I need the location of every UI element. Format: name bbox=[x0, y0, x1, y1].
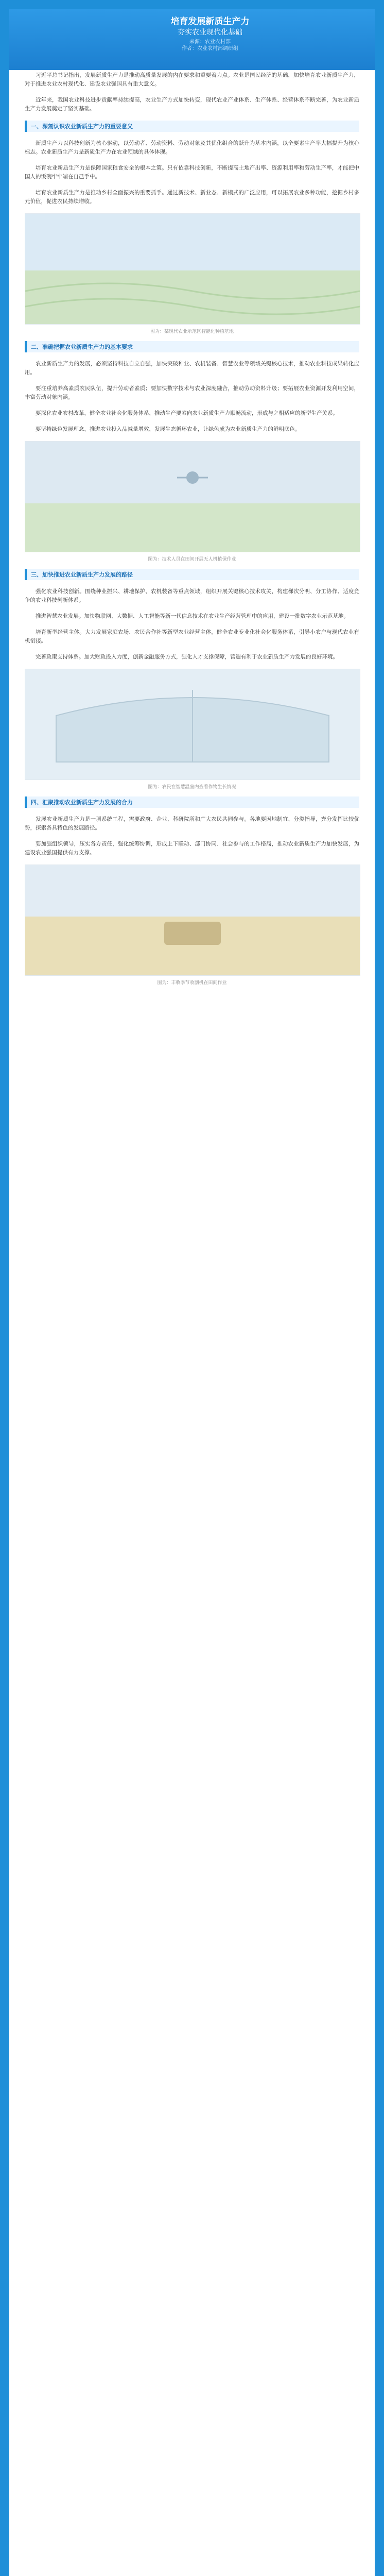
body-paragraph: 推进智慧农业发展。加快物联网、大数据、人工智能等新一代信息技术在农业生产经营管理中的应用，建设一批数字农业示范基地。 bbox=[36, 613, 349, 619]
source-line: 来源：农业农村部 bbox=[189, 39, 231, 45]
figure-caption: 图为：农民在智慧温室内查看作物生长情况 bbox=[148, 784, 236, 789]
article-figure bbox=[25, 669, 359, 790]
article-body bbox=[25, 71, 359, 992]
body-paragraph: 完善政策支持体系。加大财政投入力度，创新金融服务方式，强化人才支撑保障，营造有利于农业新质生产力发展的良好环境。 bbox=[36, 654, 338, 660]
figure-image bbox=[25, 213, 360, 325]
harvest-illustration bbox=[25, 865, 360, 975]
figure-image bbox=[25, 441, 360, 552]
intro-paragraph: 习近平总书记指出，发展新质生产力是推动高质量发展的内在要求和重要着力点。农业是国民经济的基础，加快培育农业新质生产力，对于推进农业农村现代化、建设农业强国具有重大意义。 bbox=[25, 72, 359, 87]
section-heading bbox=[25, 569, 359, 580]
body-paragraph: 要注重培养高素质农民队伍，提升劳动者素质；要加快数字技术与农业深度融合，推动劳动资料升级；要拓展农业资源开发利用空间，丰富劳动对象内涵。 bbox=[25, 385, 359, 400]
page-subtitle: 夯实农业现代化基础 bbox=[178, 28, 242, 36]
section-heading-text: 二、准确把握农业新质生产力的基本要求 bbox=[31, 344, 133, 350]
body-paragraph: 培育农业新质生产力是保障国家粮食安全的根本之策。只有依靠科技创新，不断提高土地产出率、资源利用率和劳动生产率，才能把中国人的饭碗牢牢端在自己手中。 bbox=[25, 165, 359, 180]
section-heading bbox=[25, 121, 359, 132]
section-heading bbox=[25, 341, 359, 352]
drone-illustration bbox=[25, 442, 360, 552]
author-line: 作者：农业农村部调研组 bbox=[182, 46, 238, 52]
body-paragraph: 培育新型经营主体。大力发展家庭农场、农民合作社等新型农业经营主体，健全农业专业化社会化服务体系，引导小农户与现代农业有机衔接。 bbox=[25, 629, 359, 644]
page-title: 培育发展新质生产力 bbox=[170, 16, 250, 26]
body-paragraph: 新质生产力以科技创新为核心驱动，以劳动者、劳动资料、劳动对象及其优化组合的跃升为基本内涵，以全要素生产率大幅提升为核心标志。农业新质生产力是新质生产力在农业领域的具体体现。 bbox=[25, 140, 359, 155]
body-paragraph: 培育农业新质生产力是推动乡村全面振兴的重要抓手。通过新技术、新业态、新模式的广泛应用，可以拓展农业多种功能，挖掘乡村多元价值，促进农民持续增收。 bbox=[25, 190, 359, 205]
section-heading bbox=[25, 796, 359, 808]
body-paragraph: 农业新质生产力的发展，必须坚持科技自立自强，加快突破种业、农机装备、智慧农业等领域关键核心技术，推动农业科技成果转化应用。 bbox=[25, 361, 359, 376]
figure-caption: 图为：技术人员在田间开展无人机植保作业 bbox=[148, 556, 236, 562]
field-illustration bbox=[25, 214, 360, 324]
section-heading-text: 一、深刻认识农业新质生产力的重要意义 bbox=[31, 124, 133, 130]
section-heading-text: 四、汇聚推动农业新质生产力发展的合力 bbox=[31, 800, 133, 806]
section-heading-text: 三、加快推进农业新质生产力发展的路径 bbox=[31, 572, 133, 578]
body-paragraph: 发展农业新质生产力是一项系统工程，需要政府、企业、科研院所和广大农民共同参与。各地要因地制宜、分类指导，充分发挥比较优势，探索各具特色的发展路径。 bbox=[25, 816, 359, 831]
article-figure bbox=[25, 441, 359, 563]
figure-image bbox=[25, 865, 360, 976]
greenhouse-illustration bbox=[25, 669, 360, 779]
intro-paragraph: 近年来，我国农业科技进步贡献率持续提高，农业生产方式加快转变，现代农业产业体系、生产体系、经营体系不断完善，为农业新质生产力发展奠定了坚实基础。 bbox=[25, 97, 359, 112]
body-paragraph: 要深化农业农村改革，健全农业社会化服务体系，推动生产要素向农业新质生产力顺畅流动，形成与之相适应的新型生产关系。 bbox=[36, 410, 338, 416]
figure-caption: 图为：某现代农业示范区智能化种植基地 bbox=[150, 329, 234, 334]
article-header bbox=[9, 9, 375, 70]
article-figure bbox=[25, 213, 359, 335]
article-figure bbox=[25, 865, 359, 986]
body-paragraph: 强化农业科技创新。围绕种业振兴、耕地保护、农机装备等重点领域，组织开展关键核心技术攻关，构建梯次分明、分工协作、适度竞争的农业科技创新体系。 bbox=[25, 588, 359, 603]
figure-caption: 图为：丰收季节收割机在田间作业 bbox=[157, 980, 227, 985]
header-title-block bbox=[169, 16, 251, 52]
body-paragraph: 要坚持绿色发展理念，推进农业投入品减量增效，发展生态循环农业，让绿色成为农业新质生产力的鲜明底色。 bbox=[36, 426, 301, 432]
body-paragraph: 要加强组织领导，压实各方责任，强化统筹协调，形成上下联动、部门协同、社会参与的工作格局，推动农业新质生产力加快发展，为建设农业强国提供有力支撑。 bbox=[25, 841, 359, 856]
article-page bbox=[9, 9, 375, 2576]
figure-image bbox=[25, 669, 360, 780]
